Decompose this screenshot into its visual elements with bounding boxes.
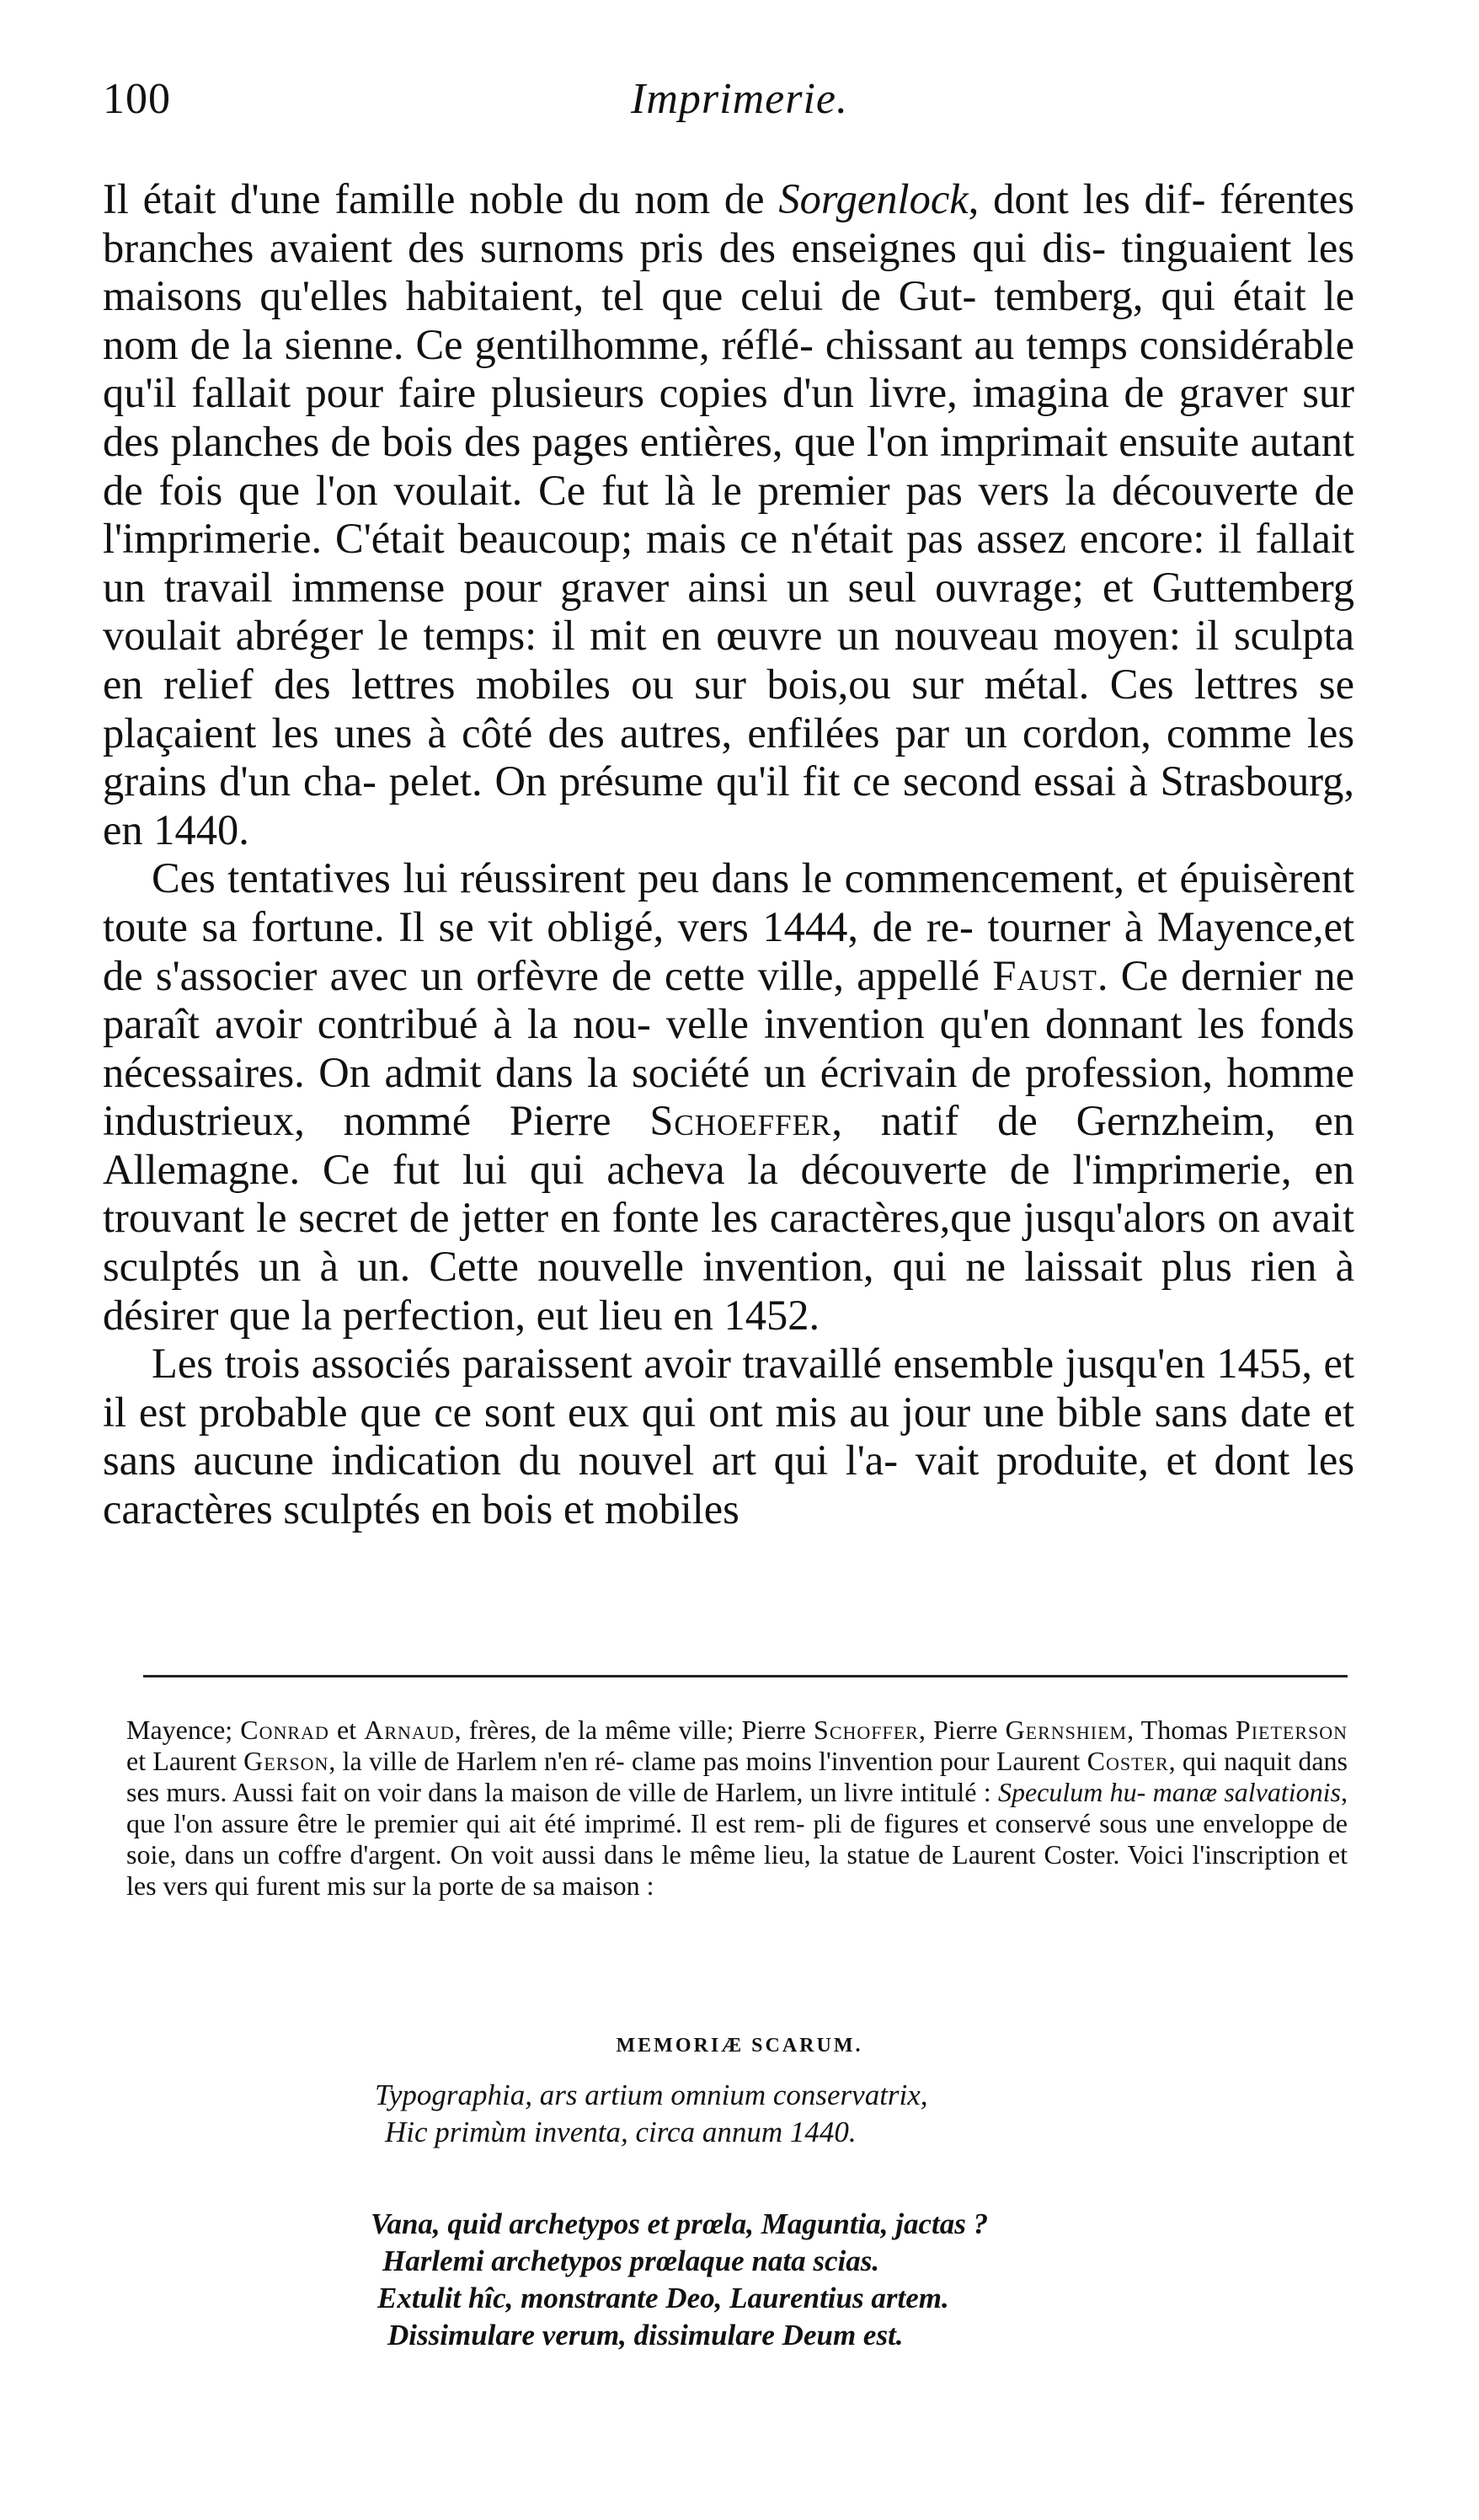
schoeffer-name: Schoeffer: [649, 1097, 832, 1145]
speculum-title: Speculum hu- manæ salvationis: [997, 1777, 1342, 1807]
gerson-name: Gerson: [243, 1746, 329, 1776]
running-title: Imprimerie.: [631, 75, 848, 123]
verse-line: Typographia, ars artium omnium conservatrix,: [375, 2079, 928, 2111]
verse-line: Extulit hîc, monstrante Deo, Laurentius artem.: [377, 2282, 949, 2314]
footnote-rule: [143, 1675, 1348, 1677]
verse-line: Vana, quid archetypos et prœla, Maguntia, jactas ?: [371, 2207, 989, 2240]
paragraph-1: Il était d'une famille noble du nom de Sorgenlock, dont les dif- férentes branches avaient des surnoms pris des enseignes qui dis- tinguaient les maisons qu'elles habitaient, tel que celui de Gut- temberg, qui était le nom de la sienne. Ce gentilhomme, réflé- chissant au temps considérable qu'il fallait pour faire plusieurs copies d'un livre, imagina de graver sur des planches de bois des pages entières, que l'on imprimait ensuite autant de fois que l'on voulait. Ce fut là le premier pas vers la découverte de l'imprimerie. C'était beaucoup; mais ce n'était pas assez encore: il fallait un travail immense pour graver ainsi un seul ouvrage; et Guttemberg voulait abréger le temps: il mit en œuvre un nouveau moyen: il sculpta en relief des lettres mobiles ou sur bois,ou sur métal. Ces lettres se plaçaient les unes à côté des autres, enfilées par un cordon, comme les grains d'un cha- pelet. On présume qu'il fit ce second essai à Strasbourg, en 1440.: [103, 175, 1354, 853]
main-text: [103, 175, 1354, 1534]
footnote: Mayence; Conrad et Arnaud, frères, de la même ville; Pierre Schoffer, Pierre Gernshiem, Thomas Pieterson et Laurent Gerson, la ville de Harlem n'en ré- clame pas moins l'invention pour Laurent Coster, qui naquit dans ses murs. Aussi fait on voir dans la maison de ville de Harlem, un livre intitulé : Speculum hu- manæ salvationis, que l'on assure être le premier qui ait été imprimé. Il est rem- pli de figures et conservé sous une enveloppe de soie, dans un coffre d'argent. On voit aussi dans le même lieu, la statue de Laurent Coster. Voici l'inscription et les vers qui furent mis sur la porte de sa maison :: [126, 1715, 1348, 1901]
pieterson-name: Pieterson: [1235, 1715, 1348, 1745]
arnaud-name: Arnaud: [364, 1715, 455, 1745]
paragraph-2: Ces tentatives lui réussirent peu dans le commencement, et épuisèrent toute sa fortune. Il se vit obligé, vers 1444, de re- tourner à Mayence,et de s'associer avec un orfèvre de cette ville, appellé Faust. Ce dernier ne paraît avoir contribué à la nou- velle invention qu'en donnant les fonds nécessaires. On admit dans la société un écrivain de profession, homme industrieux, nommé Pierre Schoeffer, natif de Gernzheim, en Allemagne. Ce fut lui qui acheva la découverte de l'imprimerie, en trouvant le secret de jetter en fonte les caractères,que jusqu'alors on avait sculptés un à un. Cette nouvelle invention, qui ne laissait plus rien à désirer que la perfection, eut lieu en 1452.: [103, 854, 1355, 1339]
coster-name: Coster: [1087, 1746, 1169, 1776]
inscription-heading: MEMORIÆ SCARUM.: [616, 2035, 863, 2057]
conrad-name: Conrad: [240, 1715, 329, 1745]
paragraph-3: Les trois associés paraissent avoir travaillé ensemble jusqu'en 1455, et il est probable que ce sont eux qui ont mis au jour une bible sans date et sans aucune indication du nouvel art qui l'a- vait produite, et dont les caractères sculptés en bois et mobiles: [103, 1340, 1354, 1533]
verse-line: Dissimulare verum, dissimulare Deum est.: [387, 2319, 904, 2351]
gernshiem-name: Gernshiem: [1005, 1715, 1128, 1745]
page-number: 100: [103, 75, 171, 123]
inscription-verse-1: [0, 2077, 1479, 2151]
sorgenlock-name: Sorgenlock: [778, 175, 969, 222]
schoffer-name: Schoffer: [814, 1715, 919, 1745]
verse-line: Hic primùm inventa, circa annum 1440.: [385, 2116, 857, 2148]
faust-name: Faust: [992, 951, 1097, 999]
verse-line: Harlemi archetypos prœlaque nata scias.: [382, 2244, 880, 2277]
inscription-verse-2: [0, 2206, 1479, 2354]
